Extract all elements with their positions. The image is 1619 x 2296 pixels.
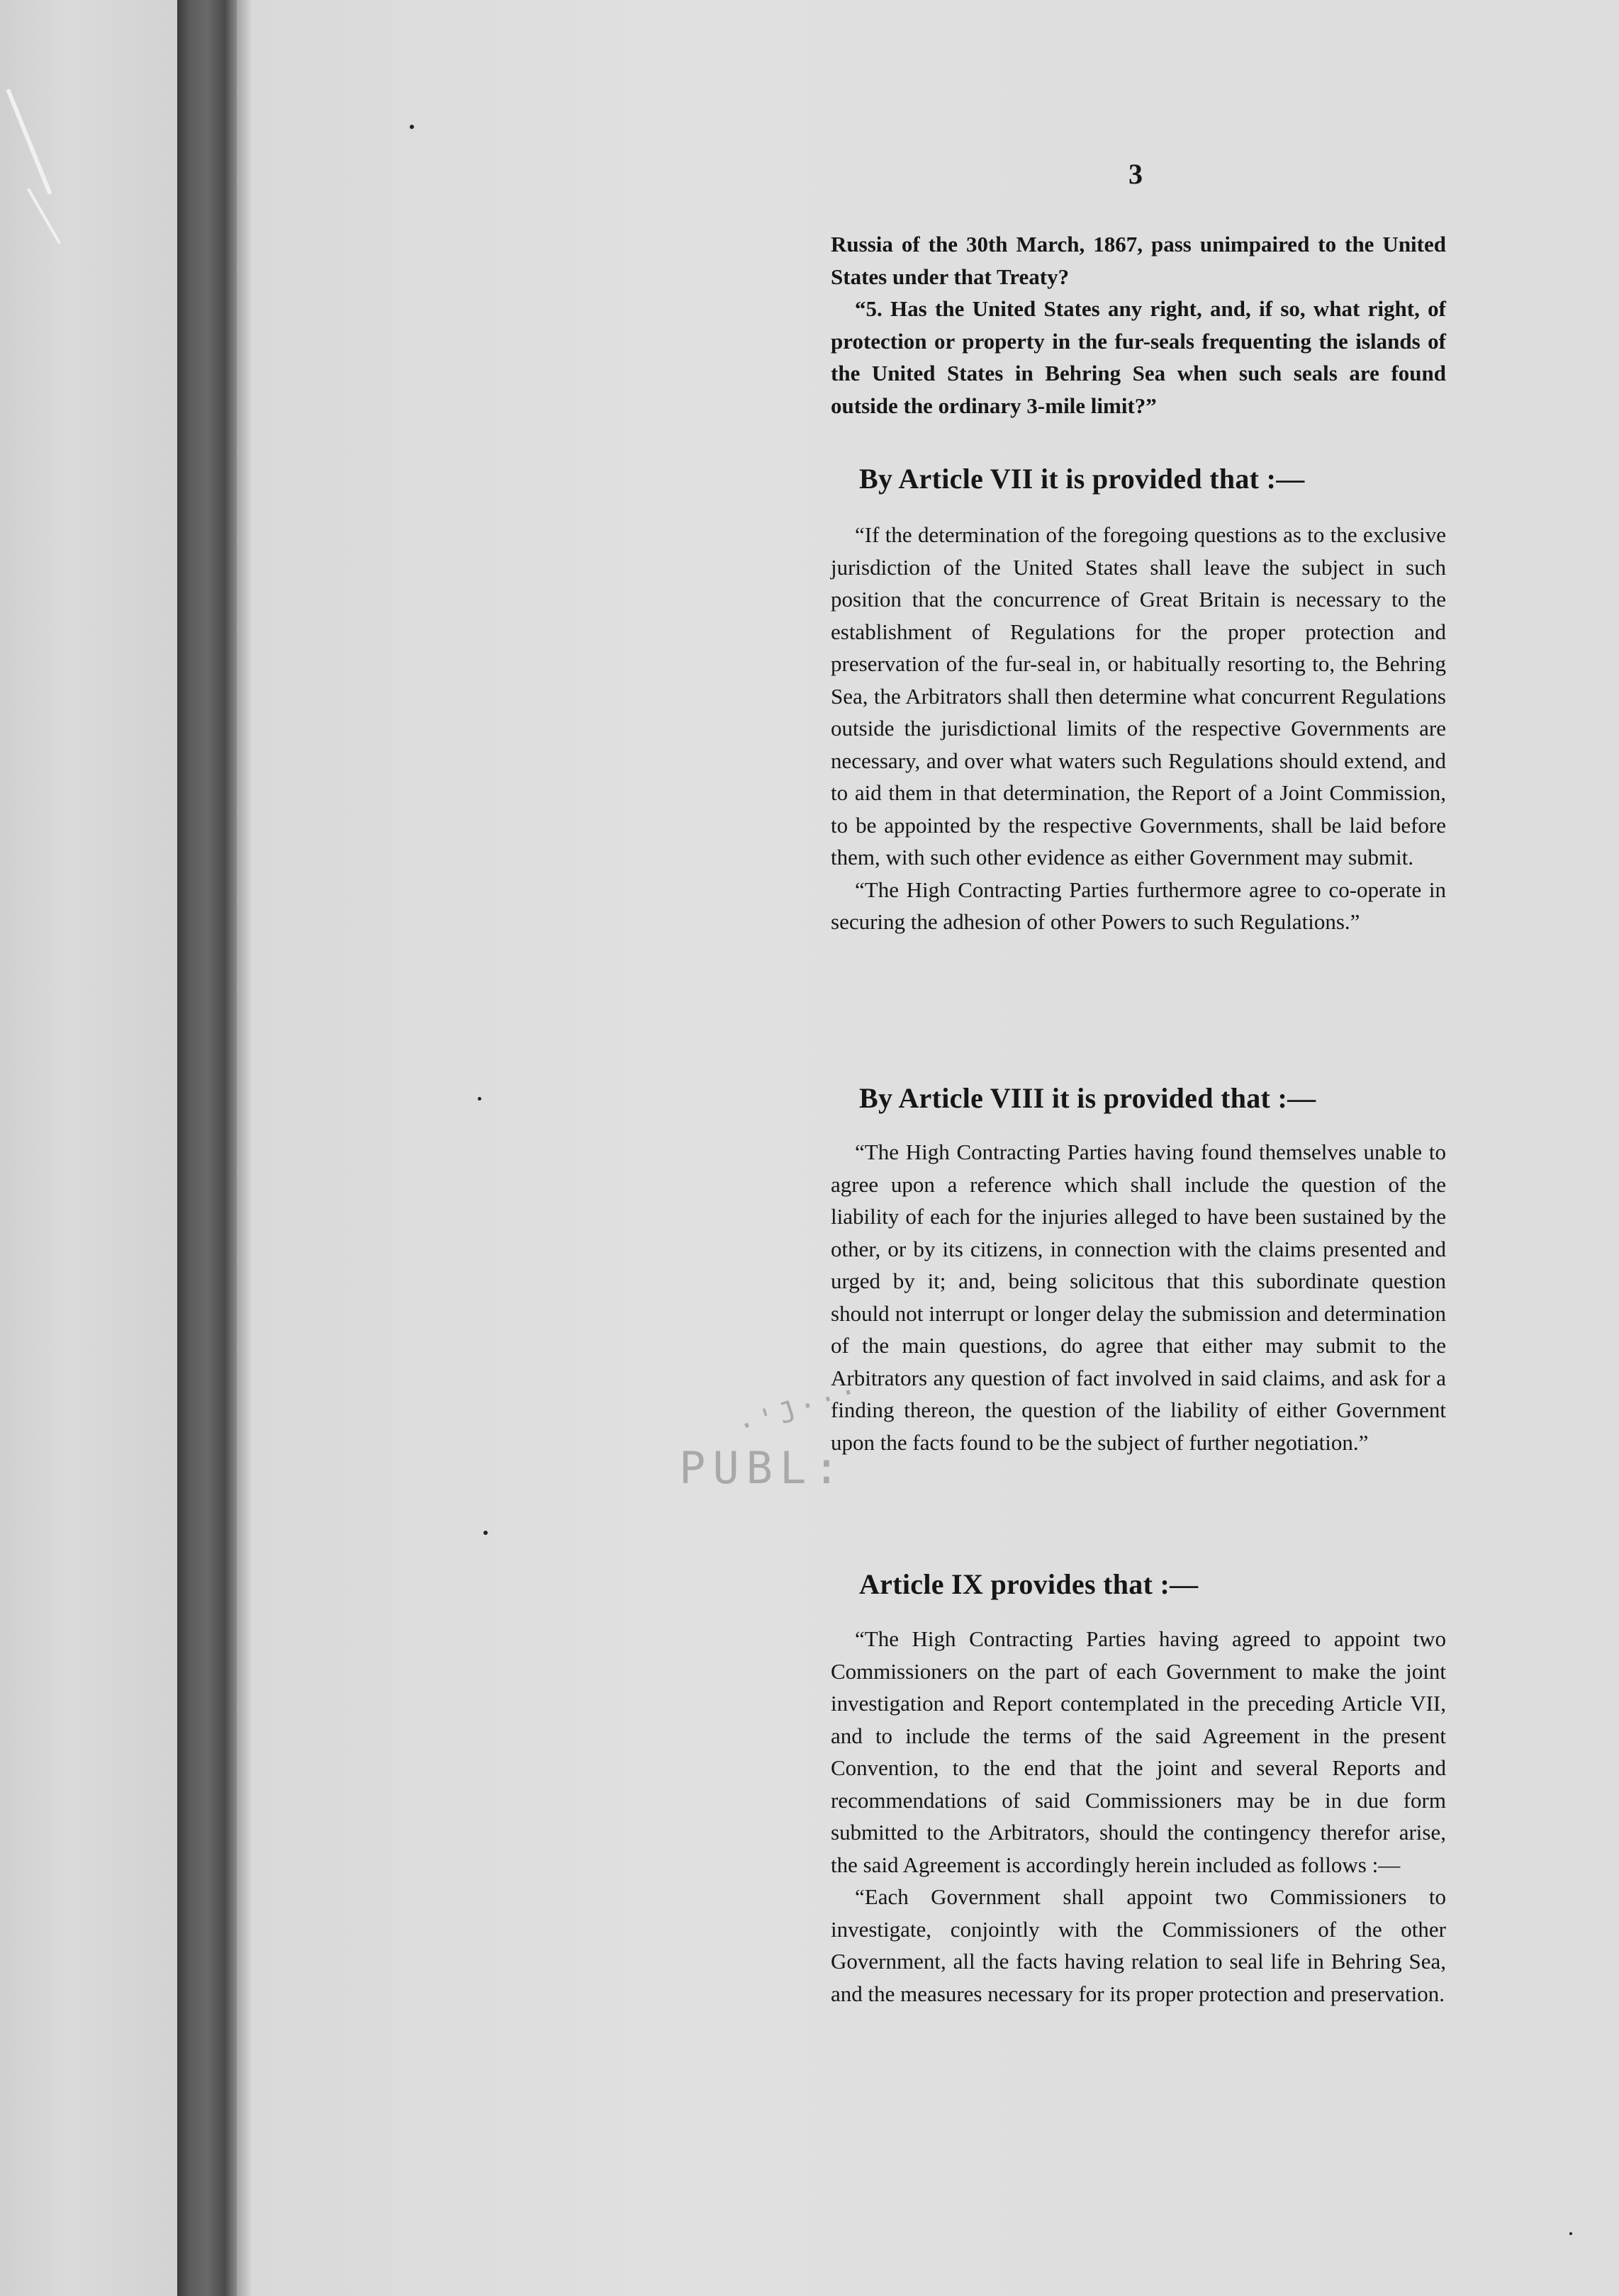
dust-speck: [1569, 2232, 1572, 2235]
dust-speck: [483, 1531, 488, 1535]
page-number: 3: [1128, 158, 1143, 190]
gutter-edge: [237, 0, 251, 2296]
dust-speck: [410, 125, 414, 129]
paragraph: “The High Contracting Parties furthermore agree to co-operate in securing the adhesion of other Powers to such Regulations.”: [831, 877, 1446, 934]
book-gutter: [177, 0, 237, 2296]
dust-speck: [478, 1097, 481, 1101]
stamp-text: PUBL:: [679, 1442, 847, 1494]
paragraph: “The High Contracting Parties having agreed to appoint two Commissioners on the part of each Government to make the joint investigation and Report contemplated in the preceding Article VII, and to include the terms of the said Agreement in the present Convention, to the end that the joint and several Reports and recommendations of said Commissioners may be in due form submitted to the Arbitrators, should the contingency therefor arise, the said Agreement is accordingly herein included as follows :—: [831, 1626, 1446, 1877]
paragraph: “Each Government shall appoint two Commissioners to investigate, conjointly with the Commissioners of the other Government, all the facts having relation to seal life in Behring Sea, and the measures necessary for its proper protection and preservation.: [831, 1884, 1446, 2006]
page-highlight: [27, 188, 61, 244]
stamp-text: ·'J···: [734, 1373, 866, 1444]
intro-block: [831, 228, 1446, 422]
paragraph: Russia of the 30th March, 1867, pass unimpaired to the United States under that Treaty?: [831, 232, 1446, 289]
article-vii-body: [831, 519, 1446, 938]
paragraph: “5. Has the United States any right, and, if so, what right, of protection or property in the fur-seals frequenting the islands of the United States in Behring Sea when such seals are found outside the ordinary 3-mile limit?”: [831, 296, 1446, 418]
paragraph: “The High Contracting Parties having found themselves unable to agree upon a reference which shall include the question of the liability of each for the injuries alleged to have been sustained by the other, or by its citizens, in connection with the claims presented and urged by it; and, being solicitous that this subordinate question should not interrupt or longer delay the submission and determination of the main questions, do agree that either may submit to the Arbitrators any question of fact involved in said claims, and ask for a finding thereon, the question of the liability of either Government upon the facts found to be the subject of further negotiation.”: [831, 1139, 1446, 1455]
page-highlight: [6, 89, 52, 196]
section-heading-article-ix: Article IX provides that :—: [859, 1568, 1199, 1600]
facing-page: [0, 0, 177, 2296]
library-stamp: [679, 1373, 866, 1520]
paragraph: “If the determination of the foregoing questions as to the exclusive jurisdiction of the United States shall leave the subject in such position that the concurrence of Great Britain is necessary to the establishment of Regulations for the proper protection and preservation of the fur-seal in, or habitually resorting to, the Behring Sea, the Arbitrators shall then determine what concurrent Regulations outside the jurisdictional limits of the respective Governments are necessary, and over what waters such Regulations should extend, and to aid them in that determination, the Report of a Joint Commission, to be appointed by the respective Governments, shall be laid before them, with such other evidence as either Government may submit.: [831, 522, 1446, 870]
section-heading-article-viii: By Article VIII it is provided that :—: [859, 1082, 1316, 1114]
section-heading-article-vii: By Article VII it is provided that :—: [859, 463, 1305, 495]
article-ix-body: [831, 1623, 1446, 2010]
article-viii-body: [831, 1136, 1446, 1458]
